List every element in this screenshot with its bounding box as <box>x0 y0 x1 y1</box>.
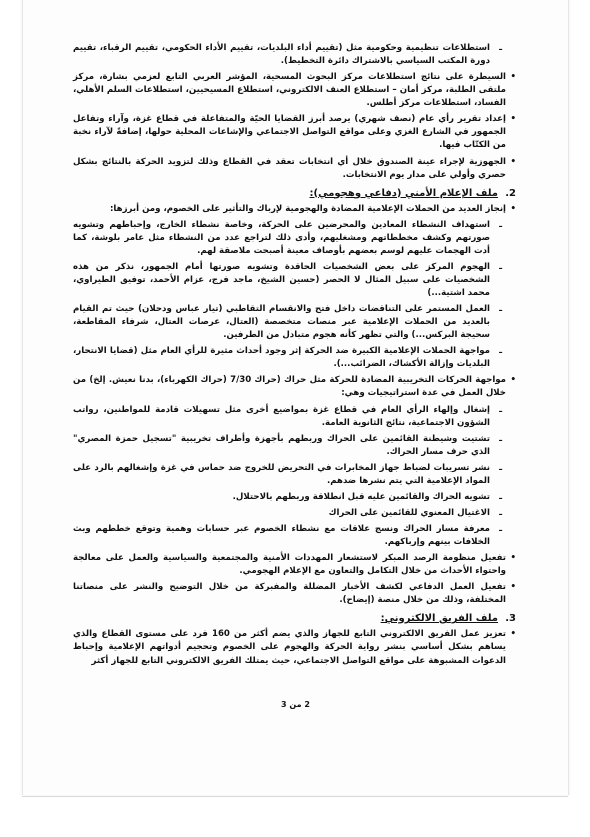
item-text: إعداد تقرير رأي عام (نصف شهري) يرصد أبرز القضايا الحيّة والمتفاعلة في قطاع غزة، وآراء وتفاعل الجمهور في الشارع الغزي وعلى مواقع التواصل الاجتماعي والإشاعات المحلية حولها، إضافةً لآراء نخبة من الكتّاب فيها. <box>73 114 506 151</box>
item-text: تفعيل العمل الدفاعي لكشف الأخبار المضللة والمفبركة من خلال التوضيح والنشر على منصاتنا المختلفة، وذلك من خلال منصة (إيضاح). <box>73 582 506 606</box>
document-page <box>22 0 569 795</box>
bullet-item <box>73 113 516 152</box>
dash-marker: ـ <box>499 43 502 53</box>
item-text: الهجوم المركز على بعض الشخصيات الحاقدة وتشويه صورتها أمام الجمهور، نذكر من هذه الشخصيات على سبيل المثال لا الحصر (حسين الشيخ، ماجد فرج، عزام الأحمد، توفيق الطيراوي، محمد اشتية...) <box>73 261 490 298</box>
section-title: ملف الفريق الالكتروني: <box>380 613 498 625</box>
item-text: استهداف النشطاء المعادين والمحرضين على الحركة، وخاصة نشطاء الخارج، وإحباطهم وتشويه صورتهم وكشف مخططاتهم ومشغليهم، وأدى ذلك لتراجع عدد من النشطاء مثل عامر بلوشة، كما أدت الهجمات عليهم لوسم بعضهم بأوصاف معينة أصبحت ملاصقة لهم. <box>73 219 490 256</box>
bullet-item <box>73 552 516 578</box>
dash-marker: ـ <box>499 462 502 473</box>
dash-marker: ـ <box>499 346 502 357</box>
sub-item <box>73 523 516 549</box>
bullet-marker: • <box>510 629 516 640</box>
section-number: 2. <box>505 187 516 199</box>
item-text: تعزيز عمل الفريق الالكتروني التابع للجهاز والذي يضم أكثر من 160 فرد على مستوى القطاع والذي يساهم بشكل أساسي بنشر رواية الحركة والهجوم على الخصوم وتحجيم أدواتهم الإعلامية وإحباط الدعوات المشبوهة على مواقع التواصل الاجتماعي، حيث يمتلك الفريق الالكتروني التابع للجهاز أكثر <box>73 629 506 666</box>
page-bottom-edge <box>22 796 568 797</box>
dash-marker: ـ <box>499 261 502 272</box>
bullet-item <box>73 581 516 607</box>
bullet-marker: • <box>510 582 516 593</box>
dash-marker: ـ <box>499 404 502 415</box>
item-text: تشويه الحراك والقائمين عليه قبل انطلاقة وربطهم بالاحتلال. <box>232 491 490 502</box>
bullet-item <box>73 628 516 667</box>
section-title: ملف الإعلام الأمني (دفاعي وهجومي): <box>309 187 498 199</box>
bullet-marker: • <box>510 375 516 386</box>
bullet-item <box>73 156 516 182</box>
item-text: مواجهة الحركات التخريبية المضادة للحركة مثل حراك (حراك 7/30 (حراك الكهرباء)، بدنا نعيش. إلخ) من خلال العمل في عدة استراتيجيات وهي: <box>73 375 506 399</box>
bullet-marker: • <box>510 72 516 83</box>
item-text: إشغال وإلهاء الرأي العام في قطاع غزة بمواضيع أخرى مثل تسهيلات قادمة للمواطنين، رواتب الشؤون الاجتماعية، نتائج الثانوية العامة. <box>73 404 490 428</box>
item-text: معرفة مسار الحراك ونسج علاقات مع نشطاء الخصوم عبر حسابات وهمية وتوقع خططهم وبث الخلافات بينهم وإرباكهم. <box>73 524 490 548</box>
item-text: تشتيت وشيطنة القائمين على الحراك وربطهم بأجهزة وأطراف تخريبية "تسجيل حمزة المصري" الذي حرف مسار الحراك. <box>73 433 490 457</box>
bullet-item <box>73 71 516 110</box>
bullet-marker: • <box>510 203 516 214</box>
document-body <box>73 42 516 671</box>
dash-marker: ـ <box>499 304 502 315</box>
sub-item <box>73 462 516 488</box>
item-text: السيطرة على نتائج استطلاعات مركز البحوث المسحية، المؤشر العربي التابع لعزمي بشارة، مركز ملتقى الطلبة، مركز أمان – استطلاع العنف الالكتروني، استطلاع المسيحيين، استطلاعات السلم الأهلي، الفساد، استطلاعات مركز أطلس. <box>73 72 506 109</box>
dash-marker: ـ <box>499 507 502 518</box>
item-text: إنجاز العديد من الحملات الإعلامية المضادة والهجومية لإرباك والتأثير على الخصوم، ومن أبرزها: <box>109 203 506 214</box>
sub-item <box>73 433 516 459</box>
item-text: الاغتيال المعنوي للقائمين على الحراك <box>328 507 490 518</box>
bullet-marker: • <box>510 114 516 125</box>
dash-marker: ـ <box>499 524 502 534</box>
section-heading <box>73 186 516 201</box>
bullet-item <box>73 374 516 400</box>
bullet-item <box>73 203 516 216</box>
sub-item <box>73 507 516 520</box>
sub-item <box>73 345 516 371</box>
section-heading <box>73 611 516 626</box>
item-text: العمل المستمر على التناقضات داخل فتح والانقسام التقاطبي (تيار عباس ودحلان) حيث تم القيام بالعديد من الحملات الإعلامية عبر منصات متخصصة (العتال، عرصات العتال، شرفاء المقاطعة، سحيجة البركس...) والتي تظهر كأنه هجوم متبادل من الطرفين. <box>73 304 490 341</box>
bullet-marker: • <box>510 156 516 167</box>
bullet-marker: • <box>510 553 516 564</box>
item-text: تفعيل منظومة الرصد المبكر لاستشعار المهددات الأمنية والمجتمعية والسياسية والعمل على معالجة واحتواء الأحداث من خلال التكامل والتعاون مع الإعلام الهجومي. <box>73 553 506 577</box>
dash-marker: ـ <box>499 433 502 444</box>
dash-marker: ـ <box>499 491 502 502</box>
page-number: 2 من 3 <box>281 700 310 709</box>
sub-item <box>73 404 516 430</box>
sub-item <box>73 261 516 300</box>
item-text: نشر تسريبات لضباط جهاز المخابرات في التحريض للخروج ضد حماس في غزة وإشغالهم بالرد على المواد الإعلامية التي يتم نشرها ضدهم. <box>73 462 490 486</box>
sub-item <box>73 219 516 258</box>
sub-item <box>73 42 516 68</box>
sub-item <box>73 491 516 504</box>
sub-item <box>73 303 516 342</box>
item-text: استطلاعات تنظيمية وحكومية مثل (تقييم أداء البلديات، تقييم الأداء الحكومي، تقييم الرقباء، تقييم دورة المكتب السياسي بالاشتراك دائرة التخطيط). <box>73 43 490 67</box>
section-number: 3. <box>505 613 516 625</box>
item-text: مواجهة الحملات الإعلامية الكبيرة ضد الحركة إثر وجود أحداث مثيرة للرأي العام مثل (قضايا الانتحار، البلديات وإزالة الأكشاك، الضرائب...). <box>73 346 490 370</box>
item-text: الجهوزية لإجراء عينة الصندوق خلال أي انتخابات تعقد في القطاع وذلك لتزويد الحركة بالنتائج بشكل حصري وأولي على مدار يوم الانتخابات. <box>73 156 506 180</box>
dash-marker: ـ <box>499 219 502 230</box>
